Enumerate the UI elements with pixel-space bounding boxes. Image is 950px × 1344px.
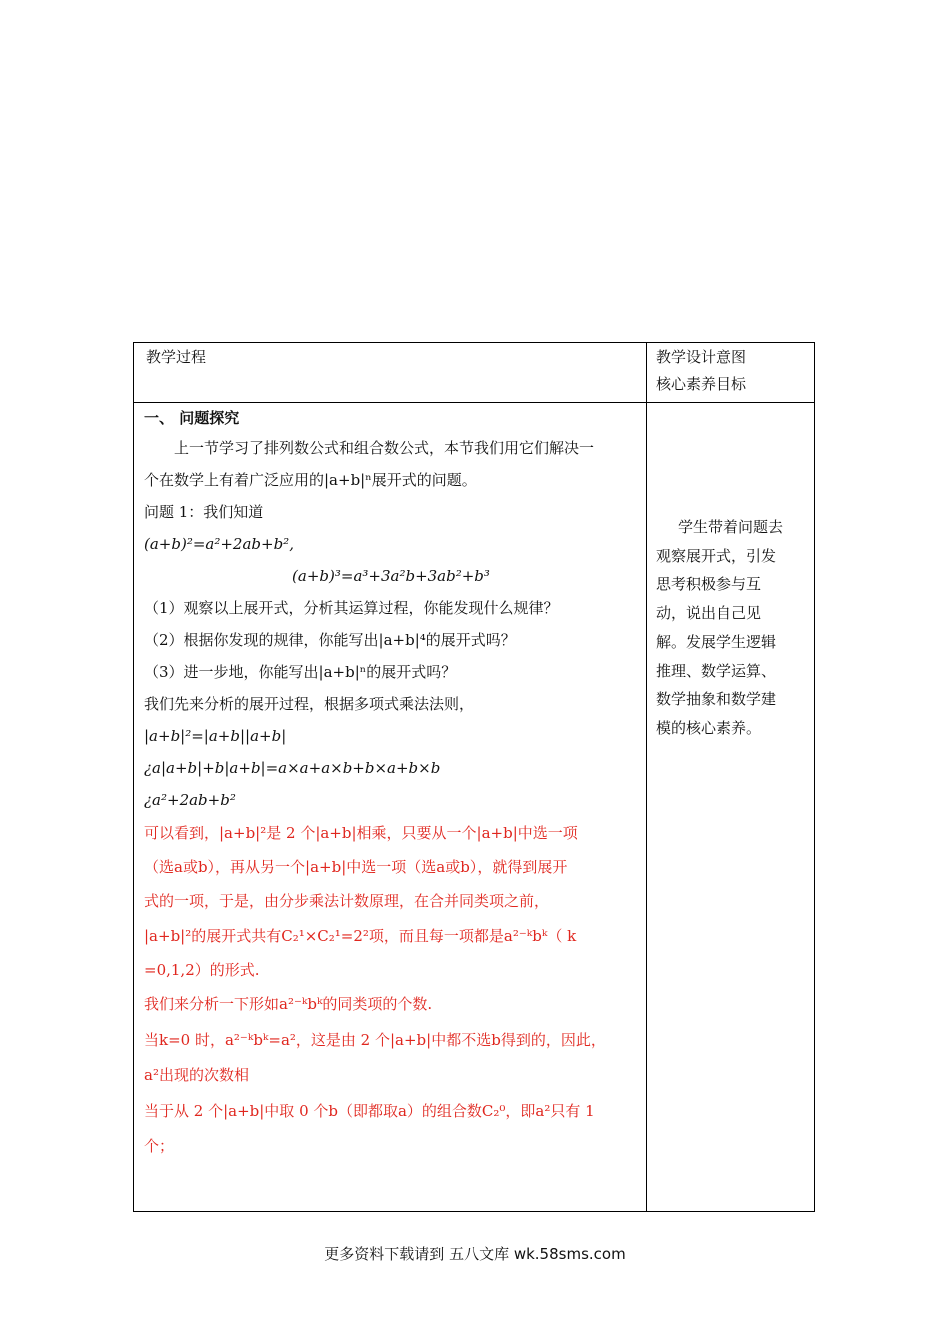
design-intent-content — [656, 513, 806, 743]
question-1-intro: 问题 1：我们知道 — [144, 503, 264, 521]
para-line-2: 个在数学上有着广泛应用的|a+b|ⁿ展开式的问题。 — [144, 471, 477, 489]
red-line-7: 当k=0 时，a²⁻ᵏbᵏ=a²，这是由 2 个|a+b|中都不选b得到的，因此， — [144, 1031, 606, 1049]
red-line-8: a²出现的次数相 — [144, 1066, 249, 1084]
side-line-6: 推理、数学运算、 — [656, 661, 777, 680]
expansion-step-1: |a+b|²=|a+b||a+b| — [144, 727, 287, 745]
sub-question-1: （1）观察以上展开式，分析其运算过程，你能发现什么规律？ — [144, 599, 559, 617]
section-title: 一、 问题探究 — [144, 409, 240, 427]
side-line-2: 观察展开式，引发 — [656, 546, 777, 565]
teaching-process-content — [144, 404, 638, 1162]
column-divider — [646, 343, 647, 1211]
red-line-5: =0,1,2）的形式. — [144, 961, 260, 979]
expansion-step-3: ¿a²+2ab+b² — [144, 791, 236, 809]
side-line-4: 动，说出自己见 — [656, 604, 762, 623]
expansion-step-2: ¿a|a+b|+b|a+b|=a×a+a×b+b×a+b×b — [144, 759, 441, 777]
para-line-1: 上一节学习了排列数公式和组合数公式，本节我们用它们解决一 — [174, 439, 595, 457]
header-design-intent-line1: 教学设计意图 — [656, 348, 747, 366]
sub-question-2: （2）根据你发现的规律，你能写出|a+b|⁴的展开式吗？ — [144, 631, 516, 649]
analysis-intro: 我们先来分析的展开过程，根据多项式乘法法则， — [144, 695, 475, 713]
header-design-intent — [656, 344, 746, 398]
footer-download-link[interactable]: 更多资料下载请到 五八文库 wk.58sms.com — [324, 1245, 626, 1263]
side-line-3: 思考积极参与互 — [656, 575, 762, 594]
red-line-6: 我们来分析一下形如a²⁻ᵏbᵏ的同类项的个数. — [144, 995, 433, 1013]
sub-question-3: （3）进一步地，你能写出|a+b|ⁿ的展开式吗？ — [144, 663, 457, 681]
header-divider — [134, 402, 814, 403]
red-line-9: 当于从 2 个|a+b|中取 0 个b（即都取a）的组合数C₂⁰，即a²只有 1 — [144, 1102, 595, 1120]
red-line-2: （选a或b），再从另一个|a+b|中选一项（选a或b），就得到展开 — [144, 858, 568, 876]
red-line-3: 式的一项，于是，由分步乘法计数原理，在合并同类项之前， — [144, 892, 550, 910]
side-line-7: 数学抽象和数学建 — [656, 690, 777, 709]
formula-square: (a+b)²=a²+2ab+b², — [144, 535, 294, 553]
formula-cube: (a+b)³=a³+3a²b+3ab²+b³ — [292, 567, 490, 585]
side-line-1: 学生带着问题去 — [678, 518, 784, 536]
red-line-1: 可以看到，|a+b|²是 2 个|a+b|相乘，只要从一个|a+b|中选一项 — [144, 824, 578, 842]
header-teaching-process: 教学过程 — [146, 348, 207, 366]
red-line-4: |a+b|²的展开式共有C₂¹×C₂¹=2²项，而且每一项都是a²⁻ᵏbᵏ（ k — [144, 927, 577, 945]
side-line-8: 模的核心素养。 — [656, 718, 762, 737]
red-line-10: 个； — [144, 1137, 175, 1155]
lesson-table — [133, 342, 815, 1212]
side-line-5: 解。发展学生逻辑 — [656, 632, 777, 651]
header-design-intent-line2: 核心素养目标 — [656, 375, 747, 393]
